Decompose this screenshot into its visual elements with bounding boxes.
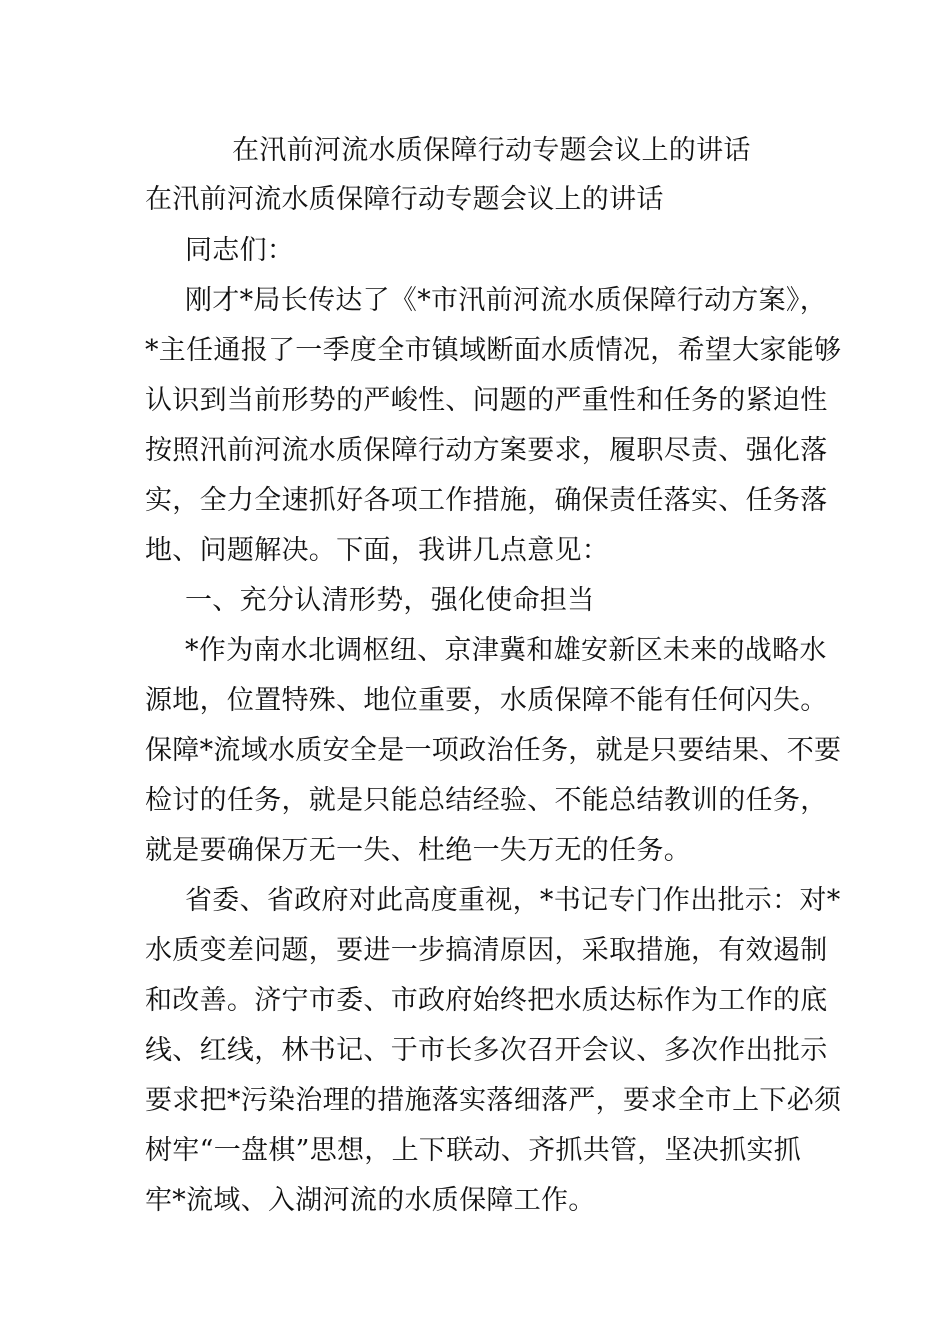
paragraph-line: 省委、省政府对此高度重视，*书记专门作出批示：对* <box>185 885 841 916</box>
section-heading: 一、充分认清形势，强化使命担当 <box>185 585 595 616</box>
paragraph-line: 保障*流域水质安全是一项政治任务，就是只要结果、不要 <box>145 735 842 766</box>
paragraph-line: 实，全力全速抓好各项工作措施，确保责任落实、任务落 <box>145 485 828 516</box>
document-subtitle: 在汛前河流水质保障行动专题会议上的讲话 <box>145 184 664 215</box>
paragraph-line: *主任通报了一季度全市镇域断面水质情况，希望大家能够 <box>145 335 842 366</box>
paragraph-line: 要求把*污染治理的措施落实落细落严，要求全市上下必须 <box>145 1085 842 1116</box>
paragraph-line: 树牢“一盘棋”思想，上下联动、齐抓共管，坚决抓实抓 <box>145 1135 802 1166</box>
document-title: 在汛前河流水质保障行动专题会议上的讲话 <box>232 135 751 166</box>
paragraph-line: 水质变差问题，要进一步搞清原因，采取措施，有效遏制 <box>145 935 828 966</box>
paragraph-line: 线、红线，林书记、于市长多次召开会议、多次作出批示 <box>145 1035 828 1066</box>
paragraph-line: 牢*流域、入湖河流的水质保障工作。 <box>145 1185 596 1216</box>
paragraph-line: 刚才*局长传达了《*市汛前河流水质保障行动方案》， <box>185 285 827 316</box>
paragraph-line: 按照汛前河流水质保障行动方案要求，履职尽责、强化落 <box>145 435 828 466</box>
paragraph-line: 就是要确保万无一失、杜绝一失万无的任务。 <box>145 835 691 866</box>
paragraph-line: *作为南水北调枢纽、京津冀和雄安新区未来的战略水 <box>185 635 827 666</box>
paragraph-line: 检讨的任务，就是只能总结经验、不能总结教训的任务， <box>145 785 828 816</box>
paragraph-line: 认识到当前形势的严峻性、问题的严重性和任务的紧迫性 <box>145 385 828 416</box>
salutation: 同志们： <box>185 235 295 266</box>
paragraph-line: 和改善。济宁市委、市政府始终把水质达标作为工作的底 <box>145 985 828 1016</box>
paragraph-line: 地、问题解决。下面，我讲几点意见： <box>145 535 610 566</box>
paragraph-line: 源地，位置特殊、地位重要，水质保障不能有任何闪失。 <box>145 685 828 716</box>
